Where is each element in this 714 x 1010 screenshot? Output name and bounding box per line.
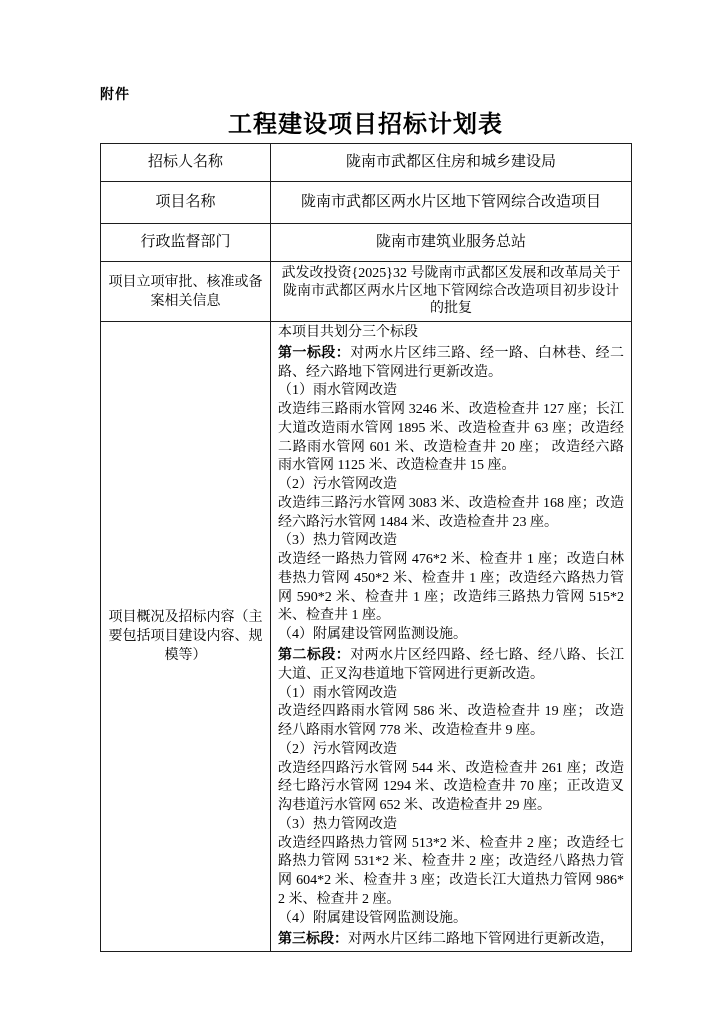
project-name-label: 项目名称 — [101, 182, 271, 224]
supervising-dept-value: 陇南市建筑业服务总站 — [271, 224, 632, 262]
table-row-approval-info — [101, 262, 632, 322]
overview-paragraph: 改造经四路污水管网 544 米、改造检查井 261 座；改造经七路污水管网 1294 米、改造检查井 70 座；正改造叉沟巷道污水管网 652 米、改造检查井 29 座。 — [278, 760, 624, 814]
approval-info-value: 武发改投资{2025}32 号陇南市武都区发展和改革局关于陇南市武都区两水片区地下管网综合改造项目初步设计的批复 — [271, 262, 632, 322]
overview-paragraph: （4）附属建设管网监测设施。 — [278, 910, 467, 926]
table-row-bidder-name — [101, 144, 632, 182]
overview-paragraphs — [271, 322, 632, 952]
attachment-label: 附件 — [100, 88, 130, 103]
overview-paragraph: 改造经四路热力管网 513*2 米、检查井 2 座；改造经七路热力管网 531*2 米、检查井 2 座；改造经八路热力管网 604*2 米、检查井 3 座；改造长江大道热力管网 986*2 米、检查井 2 座。 — [278, 835, 624, 907]
overview-paragraph: 第一标段：对两水片区纬三路、经一路、白林巷、经二路、经六路地下管网进行更新改造。 — [278, 343, 625, 380]
table-row-supervising-dept — [101, 224, 632, 262]
table-row-project-name — [101, 182, 632, 224]
overview-paragraph: 第三标段：对两水片区纬二路地下管网进行更新改造， — [278, 929, 614, 947]
page-title: 工程建设项目招标计划表 — [228, 112, 503, 138]
bidder-name-value: 陇南市武都区住房和城乡建设局 — [271, 144, 632, 182]
overview-paragraph: 改造纬三路污水管网 3083 米、改造检查井 168 座；改造经六路污水管网 1484 米、改造检查井 23 座。 — [278, 495, 624, 530]
project-name-value: 陇南市武都区两水片区地下管网综合改造项目 — [271, 182, 632, 224]
overview-paragraph: （3）热力管网改造 — [278, 816, 397, 832]
overview-paragraph: 改造经一路热力管网 476*2 米、检查井 1 座；改造白林巷热力管网 450*2 米、检查井 1 座；改造经六路热力管网 590*2 米、检查井 1 座；改造纬三路热力管网 515*2 米、检查井 1 座。 — [278, 552, 624, 624]
overview-paragraph: （4）附属建设管网监测设施。 — [278, 627, 467, 643]
approval-info-label: 项目立项审批、核准或备案相关信息 — [101, 262, 271, 322]
overview-paragraph: （3）热力管网改造 — [278, 533, 397, 549]
overview-paragraph: 改造经四路雨水管网 586 米、改造检查井 19 座； 改造经八路雨水管网 778 米、改造检查井 9 座。 — [278, 704, 624, 739]
overview-paragraph: 第二标段：对两水片区经四路、经七路、经八路、长江大道、正叉沟巷道地下管网进行更新改造。 — [278, 646, 625, 682]
project-overview-label: 项目概况及招标内容（主要包括项目建设内容、规模等） — [101, 322, 271, 952]
overview-paragraph: （2）污水管网改造 — [278, 741, 397, 757]
overview-paragraph: （1）雨水管网改造 — [278, 685, 397, 701]
bidding-plan-table — [100, 143, 632, 952]
bid-section-lead: 第二标段： — [278, 646, 351, 663]
overview-paragraph: （1）雨水管网改造 — [278, 383, 397, 399]
bid-section-lead: 第三标段： — [278, 929, 348, 946]
overview-paragraph: （2）污水管网改造 — [278, 477, 397, 493]
overview-paragraph: 改造纬三路雨水管网 3246 米、改造检查井 127 座；长江大道改造雨水管网 1895 米、改造检查井 63 座；改造经二路雨水管网 601 米、改造检查井 20 座； 改造经六路雨水管网 1125 米、改造检查井 15 座。 — [278, 402, 624, 474]
table-row-project-overview — [101, 322, 632, 952]
supervising-dept-label: 行政监督部门 — [101, 224, 271, 262]
bid-section-lead: 第一标段： — [278, 343, 351, 360]
bidder-name-label: 招标人名称 — [101, 144, 271, 182]
overview-paragraph: 本项目共划分三个标段 — [278, 325, 418, 340]
